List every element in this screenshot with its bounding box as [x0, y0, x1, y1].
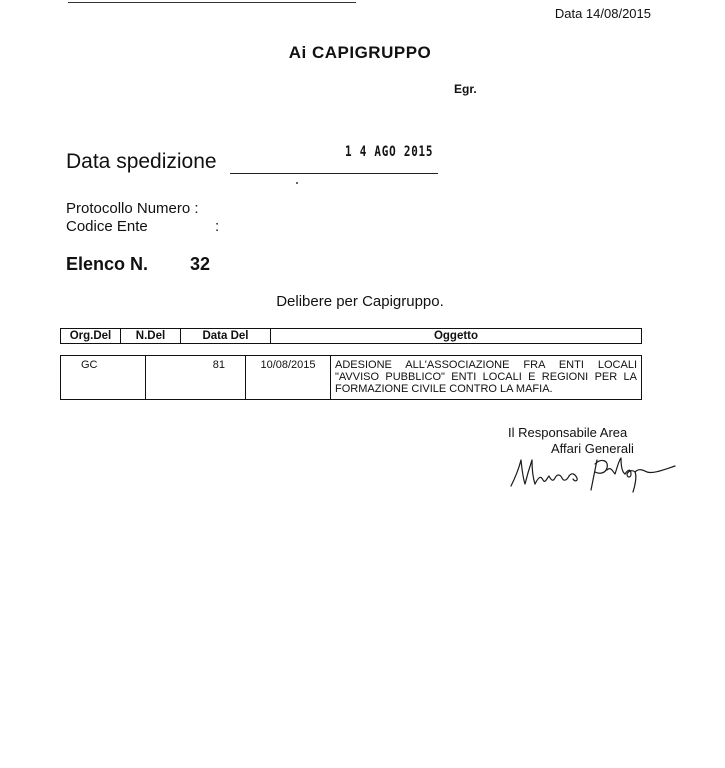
- table-header: [60, 328, 642, 344]
- date-stamp: 1 4 AGO 2015: [345, 144, 434, 160]
- top-rule: [68, 2, 356, 3]
- recipient-title: Ai CAPIGRUPPO: [288, 43, 432, 62]
- cell-date: 10/08/2015: [246, 356, 331, 399]
- salutation: Egr.: [454, 82, 477, 96]
- entity-code-label: Codice Ente: [66, 218, 148, 235]
- column-header-org: Org.Del: [61, 329, 121, 343]
- entity-code-colon: :: [215, 218, 220, 235]
- scan-speck: [296, 182, 298, 184]
- signatory-title: Il Responsabile Area: [508, 425, 628, 440]
- shipping-date-line: [230, 173, 438, 174]
- list-label: Elenco N.: [66, 254, 149, 274]
- shipping-date-label: Data spedizione: [66, 150, 217, 173]
- list-number: 32: [190, 254, 211, 274]
- signatory-department: Affari Generali: [551, 441, 634, 456]
- cell-num: 81: [146, 356, 246, 399]
- table-row: [60, 355, 642, 400]
- column-header-num: N.Del: [121, 329, 181, 343]
- column-header-date: Data Del: [181, 329, 271, 343]
- handwritten-signature: [505, 450, 685, 495]
- document-date: Data 14/08/2015: [554, 6, 651, 21]
- cell-subject: ADESIONE ALL'ASSOCIAZIONE FRA ENTI LOCALI "AVVISO PUBBLICO" ENTI LOCALI E REGIONI PER LA FORMAZIONE CIVILE CONTRO LA MAFIA.: [335, 359, 637, 395]
- cell-org: GC: [61, 356, 146, 399]
- list-caption: Delibere per Capigruppo.: [276, 293, 444, 310]
- column-header-subject: Oggetto: [433, 330, 479, 342]
- protocol-label: Protocollo Numero :: [66, 200, 199, 217]
